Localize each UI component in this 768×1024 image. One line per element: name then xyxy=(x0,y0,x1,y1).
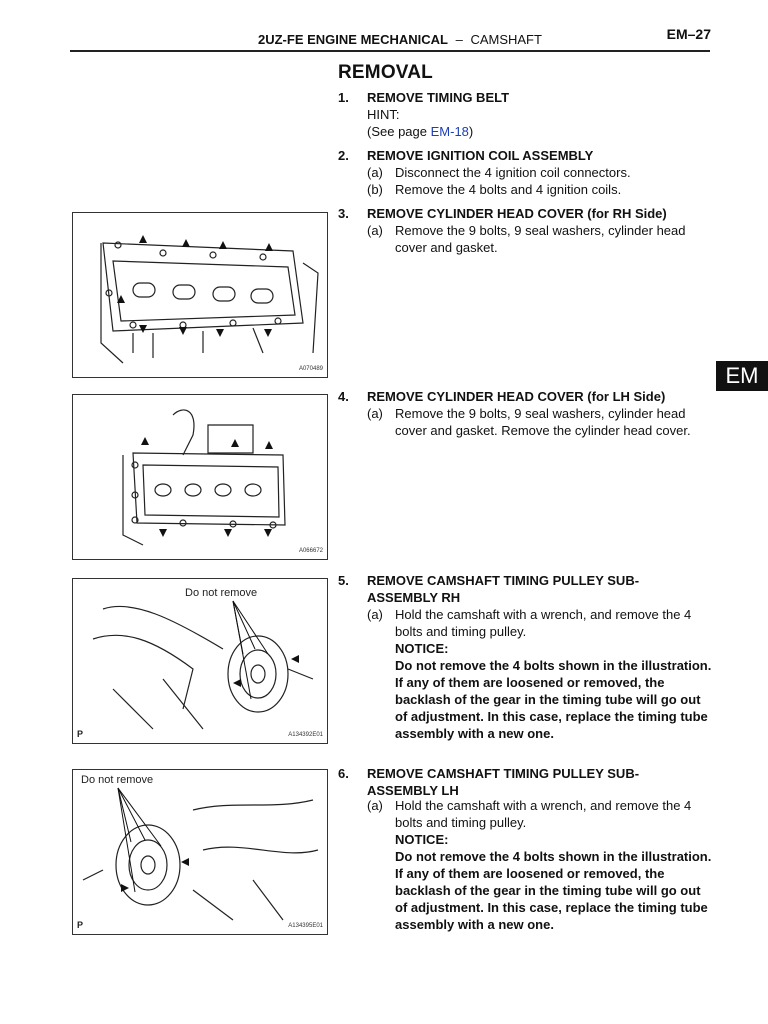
running-header xyxy=(258,32,542,47)
figure-id: A070489 xyxy=(298,366,323,372)
substep-label: (a) xyxy=(367,607,383,622)
substep-text: Disconnect the 4 ignition coil connectors. xyxy=(395,165,631,180)
step-number: 5. xyxy=(338,573,349,588)
substep-label: (b) xyxy=(367,182,383,197)
step-number: 6. xyxy=(338,766,349,781)
substep-label: (a) xyxy=(367,406,383,421)
figure-rh-head-cover xyxy=(72,212,328,378)
figure-corner-mark: P xyxy=(77,920,84,930)
notice-text: Do not remove the 4 bolts shown in the illustration. If any of them are loosened or removed, the backlash of the gear in the timing tube will go out of adjustment. In this case, replace the timing tube assembly with a new one. xyxy=(395,849,712,932)
step-title: REMOVE CYLINDER HEAD COVER (for RH Side) xyxy=(367,206,667,221)
figure-caption: Do not remove xyxy=(81,774,154,786)
substep-text: Hold the camshaft with a wrench, and remove the 4 bolts and timing pulley. xyxy=(395,607,692,639)
header-rule xyxy=(70,50,710,52)
hint-label: HINT: xyxy=(367,107,400,122)
substep-text: Remove the 9 bolts, 9 seal washers, cylinder head cover and gasket. xyxy=(395,223,686,255)
see-prefix: (See page xyxy=(367,124,431,139)
see-suffix: ) xyxy=(468,124,474,139)
engine-illustration xyxy=(73,770,327,934)
figure-pulley-rh xyxy=(72,578,328,744)
engine-illustration xyxy=(73,395,327,559)
header-title: 2UZ-FE ENGINE MECHANICAL xyxy=(258,32,448,47)
notice-label: NOTICE: xyxy=(395,832,449,847)
section-tab[interactable]: EM xyxy=(716,361,768,391)
step-title: REMOVE IGNITION COIL ASSEMBLY xyxy=(367,148,594,163)
substep-text: Hold the camshaft with a wrench, and remove the 4 bolts and timing pulley. xyxy=(395,798,692,830)
step-number: 1. xyxy=(338,90,349,105)
substep-text: Remove the 4 bolts and 4 ignition coils. xyxy=(395,182,622,197)
step-title-line2: ASSEMBLY RH xyxy=(367,590,461,605)
page-link[interactable]: EM-18 xyxy=(430,124,469,139)
step-title: REMOVE CYLINDER HEAD COVER (for LH Side) xyxy=(367,389,666,404)
header-section: CAMSHAFT xyxy=(470,32,542,47)
engine-illustration xyxy=(73,213,327,377)
figure-corner-mark: P xyxy=(77,729,84,739)
notice-text: Do not remove the 4 bolts shown in the illustration. If any of them are loosened or removed, the backlash of the gear in the timing tube will go out of adjustment. In this case, replace the timing tube assembly with a new one. xyxy=(395,658,712,741)
substep-text: Remove the 9 bolts, 9 seal washers, cylinder head cover and gasket. Remove the cylinder head cover. xyxy=(395,406,691,438)
step-number: 2. xyxy=(338,148,349,163)
substep-label: (a) xyxy=(367,798,383,813)
figure-id: A134392E01 xyxy=(288,732,323,738)
step-title-line2: ASSEMBLY LH xyxy=(367,783,459,798)
notice-label: NOTICE: xyxy=(395,641,449,656)
substep-label: (a) xyxy=(367,165,383,180)
step-number: 3. xyxy=(338,206,349,221)
header-separator: – xyxy=(455,32,463,47)
page-number: EM–27 xyxy=(666,26,711,42)
figure-lh-head-cover xyxy=(72,394,328,560)
substep-label: (a) xyxy=(367,223,383,238)
figure-id: A066672 xyxy=(298,548,323,554)
engine-illustration xyxy=(73,579,327,743)
step-title-line1: REMOVE CAMSHAFT TIMING PULLEY SUB- xyxy=(367,766,640,781)
figure-caption: Do not remove xyxy=(185,587,258,599)
step-title-line1: REMOVE CAMSHAFT TIMING PULLEY SUB- xyxy=(367,573,640,588)
see-page-reference xyxy=(367,123,473,140)
step-title: REMOVE TIMING BELT xyxy=(367,90,510,105)
figure-id: A134395E01 xyxy=(288,923,323,929)
step-number: 4. xyxy=(338,389,349,404)
section-title: REMOVAL xyxy=(338,62,433,83)
figure-pulley-lh xyxy=(72,769,328,935)
